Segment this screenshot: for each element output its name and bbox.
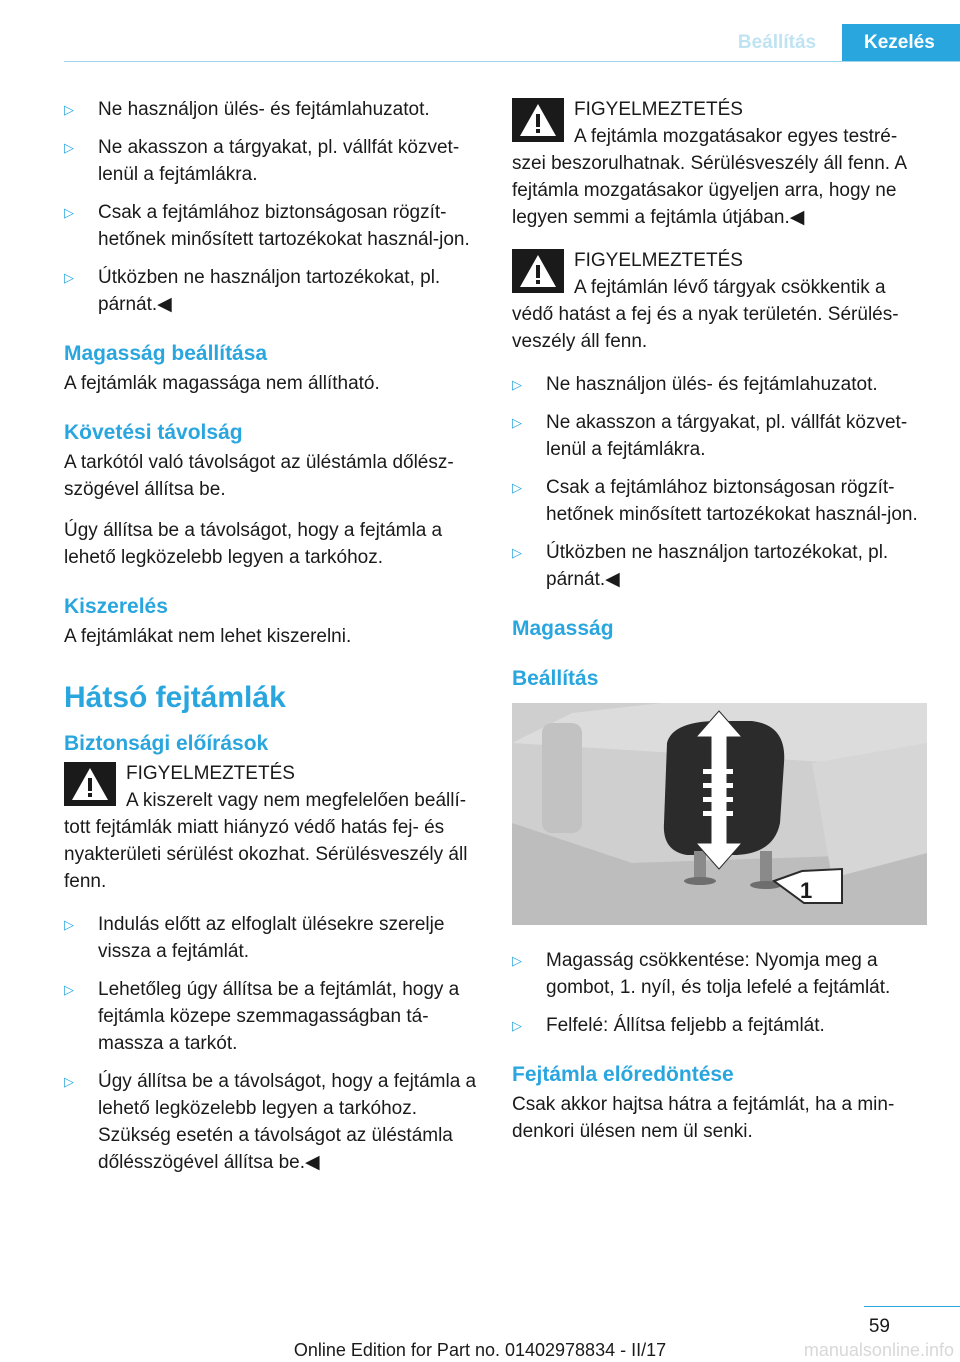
warning-title: FIGYELMEZTETÉS — [574, 250, 743, 271]
warning-block — [512, 247, 927, 355]
paragraph: A tarkótól való távolságot az üléstámla dőlész-szögével állítsa be. — [64, 452, 454, 500]
list-item: ▷ Csak a fejtámlához biztonságosan rögzít-hetőnek minősített tartozékokat használ-jon. — [512, 474, 927, 528]
header-divider — [64, 61, 960, 62]
figure-callout-number: 1 — [800, 878, 813, 903]
list-item: ▷ Indulás előtt az elfoglalt ülésekre szerelje vissza a fejtámlát. — [64, 911, 479, 965]
paragraph: A fejtámlákat nem lehet kiszerelni. — [64, 626, 352, 647]
list-item: ▷ Ne használjon ülés- és fejtámlahuzatot. — [64, 96, 479, 123]
list-item: ▷ Úgy állítsa be a távolságot, hogy a fejtámla a lehető legközelebb legyen a tarkóhoz. Szükség esetén a távolságot az üléstámla dőlésszögével állítsa be.◀ — [64, 1068, 479, 1176]
list-item: ▷ Felfelé: Állítsa feljebb a fejtámlát. — [512, 1012, 927, 1039]
triangle-bullet-icon: ▷ — [64, 102, 74, 117]
heading-magassag-beallitasa: Magasság beállítása — [64, 342, 268, 365]
warning-triangle-icon — [512, 98, 564, 142]
triangle-bullet-icon: ▷ — [64, 205, 74, 220]
warning-block — [512, 96, 927, 231]
bullet-list — [512, 371, 927, 593]
bullet-list — [64, 911, 479, 1176]
watermark: manualsonline.info — [803, 1340, 954, 1360]
list-item: ▷ Lehetőleg úgy állítsa be a fejtámlát, hogy a fejtámla közepe szemmagasságban tá-massza a tarkót. — [64, 976, 479, 1057]
triangle-bullet-icon: ▷ — [512, 377, 522, 392]
edition-line: Online Edition for Part no. 01402978834 - II/17 — [293, 1340, 667, 1360]
paragraph: Csak akkor hajtsa hátra a fejtámlát, ha a min-denkori ülésen nem ül senki. — [512, 1094, 895, 1142]
left-column — [64, 96, 479, 1187]
heading-kiszereles: Kiszerelés — [64, 595, 168, 618]
triangle-bullet-icon: ▷ — [512, 415, 522, 430]
triangle-bullet-icon: ▷ — [512, 545, 522, 560]
heading-magassag: Magasság — [512, 617, 614, 640]
warning-text: A fejtámla mozgatásakor egyes testré-szei beszorulhatnak. Sérülésveszély áll fenn. A fejtámla mozgatásakor ügyeljen arra, hogy ne legyen semmi a fejtámla útjában.◀ — [512, 126, 906, 228]
list-item: ▷ Ne akasszon a tárgyakat, pl. vállfát közvet-lenül a fejtámlákra. — [512, 409, 927, 463]
triangle-bullet-icon: ▷ — [64, 1074, 74, 1089]
warning-text: A kiszerelt vagy nem megfelelően beállí-tott fejtámlák miatt hiányzó védő hatás fej- és nyakterületi sérülést okozhat. Sérülésveszély áll fenn. — [64, 790, 468, 892]
footer-divider — [864, 1306, 960, 1307]
paragraph: A fejtámlák magassága nem állítható. — [64, 373, 380, 394]
paragraph: Úgy állítsa be a távolságot, hogy a fejtámla a lehető legközelebb legyen a tarkóhoz. — [64, 520, 443, 568]
page-number: 59 — [868, 1316, 890, 1337]
heading-biztonsagi-eloirasok: Biztonsági előírások — [64, 732, 269, 755]
triangle-bullet-icon: ▷ — [64, 982, 74, 997]
right-column — [512, 96, 927, 1159]
triangle-bullet-icon: ▷ — [64, 270, 74, 285]
warning-title: FIGYELMEZTETÉS — [574, 99, 743, 120]
tab-kezeles[interactable]: Kezelés — [842, 24, 960, 62]
heading-fejtamla-eloredontese: Fejtámla előredöntése — [512, 1063, 734, 1086]
list-item: ▷ Ne akasszon a tárgyakat, pl. vállfát közvet-lenül a fejtámlákra. — [64, 134, 479, 188]
tab-beallitas[interactable]: Beállítás — [712, 24, 842, 62]
warning-triangle-icon — [64, 762, 116, 806]
triangle-bullet-icon: ▷ — [64, 140, 74, 155]
heading-kovetesi-tavolsag: Követési távolság — [64, 421, 243, 444]
bullet-list — [64, 96, 479, 318]
warning-text: A fejtámlán lévő tárgyak csökkentik a védő hatást a fej és a nyak területén. Sérülés-veszély áll fenn. — [512, 277, 899, 352]
list-item: ▷ Ne használjon ülés- és fejtámlahuzatot. — [512, 371, 927, 398]
list-item: ▷ Magasság csökkentése: Nyomja meg a gombot, 1. nyíl, és tolja lefelé a fejtámlát. — [512, 947, 927, 1001]
list-item: ▷ Útközben ne használjon tartozékokat, pl. párnát.◀ — [512, 539, 927, 593]
triangle-bullet-icon: ▷ — [512, 480, 522, 495]
bullet-list — [512, 947, 927, 1039]
list-item: ▷ Útközben ne használjon tartozékokat, pl. párnát.◀ — [64, 264, 479, 318]
heading-beallitas: Beállítás — [512, 667, 599, 690]
warning-block — [64, 760, 479, 895]
warning-title: FIGYELMEZTETÉS — [126, 763, 295, 784]
warning-triangle-icon — [512, 249, 564, 293]
triangle-bullet-icon: ▷ — [512, 953, 522, 968]
list-item: ▷ Csak a fejtámlához biztonságosan rögzít-hetőnek minősített tartozékokat használ-jon. — [64, 199, 479, 253]
triangle-bullet-icon: ▷ — [512, 1018, 522, 1033]
heading-hatso-fejtamlak: Hátsó fejtámlák — [64, 681, 286, 714]
headrest-illustration — [512, 703, 927, 925]
triangle-bullet-icon: ▷ — [64, 917, 74, 932]
header-tabs — [712, 24, 960, 62]
